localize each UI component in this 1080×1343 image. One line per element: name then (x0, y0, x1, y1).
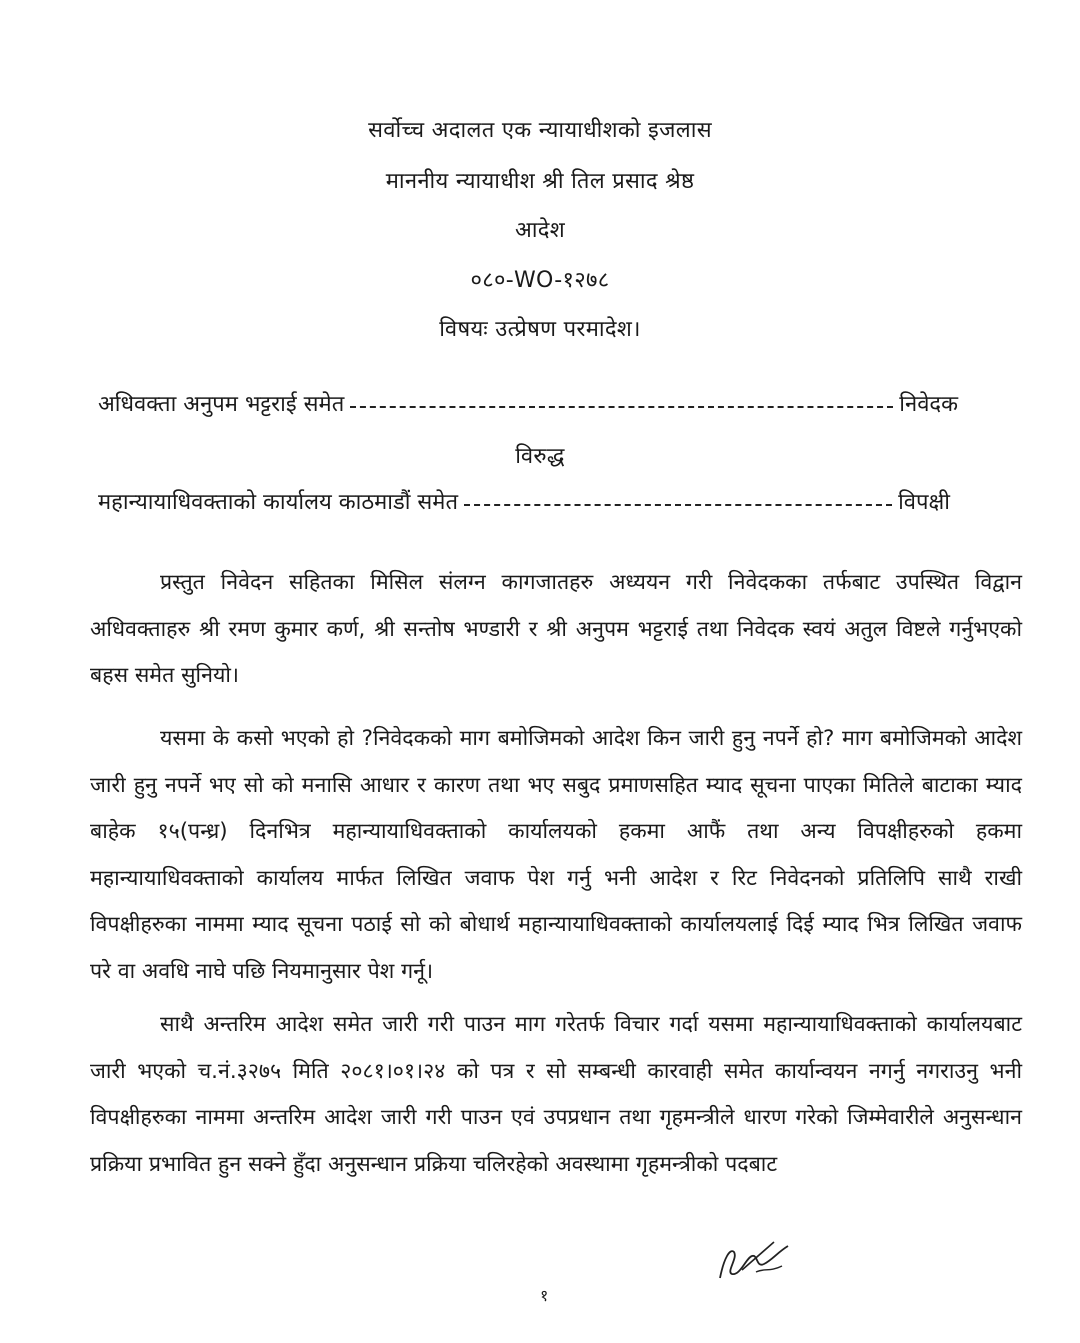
case-number: ०८०-WO-१२७८ (470, 268, 610, 293)
signature-mark (712, 1228, 792, 1288)
order-title: आदेश (514, 218, 566, 243)
body-paragraph-1: प्रस्तुत निवेदन सहितका मिसिल संलग्न कागजातहरु अध्ययन गरी निवेदकका तर्फबाट उपस्थित विद्वान अधिवक्ताहरु श्री रमण कुमार कर्ण, श्री सन्तोष भण्डारी र श्री अनुपम भट्टराई तथा निवेदक स्वयं अतुल विष्टले गर्नुभएको बहस समेत सुनियो। (90, 570, 1022, 688)
respondent-line (98, 486, 950, 516)
respondent-name: महान्यायाधिवक्ताको कार्यालय काठमाडौं समेत (98, 490, 459, 515)
body-paragraph-3: साथै अन्तरिम आदेश समेत जारी गरी पाउन माग गरेतर्फ विचार गर्दा यसमा महान्यायाधिवक्ताको कार्यालयबाट जारी भएको च.नं.३२७५ मिति २०८१।०१।२४ को पत्र र सो सम्बन्धी कारवाही समेत कार्यान्वयन नगर्नु नगराउनु भनी विपक्षीहरुका नाममा अन्तरिम आदेश जारी गरी पाउन एवं उपप्रधान तथा गृहमन्त्रीले धारण गरेको जिम्मेवारीले अनुसन्धान प्रक्रिया प्रभावित हुन सक्ने हुँदा अनुसन्धान प्रक्रिया चलिरहेको अवस्थामा गृहमन्त्रीको पदबाट (90, 1012, 1022, 1177)
petitioner-line (98, 388, 958, 418)
dashed-leader (464, 504, 892, 506)
court-heading: सर्वोच्च अदालत एक न्यायाधीशको इजलास (368, 118, 712, 143)
subject-line: विषयः उत्प्रेषण परमादेश। (439, 317, 641, 342)
versus-label: विरुद्ध (515, 444, 565, 469)
petitioner-role: निवेदक (899, 392, 958, 417)
petitioner-name: अधिवक्ता अनुपम भट्टराई समेत (98, 392, 345, 417)
dashed-leader (350, 406, 893, 408)
respondent-role: विपक्षी (898, 490, 950, 515)
page-number: १ (540, 1286, 549, 1305)
body-paragraph-2: यसमा के कसो भएको हो ?निवेदकको माग बमोजिमको आदेश किन जारी हुनु नपर्ने हो? माग बमोजिमको आदेश जारी हुनु नपर्ने भए सो को मनासि आधार र कारण तथा भए सबुद प्रमाणसहित म्याद सूचना पाएका मितिले बाटाका म्याद बाहेक १५(पन्ध्र) दिनभित्र महान्यायाधिवक्ताको कार्यालयको हकमा आफैं तथा अन्य विपक्षीहरुको हकमा महान्यायाधिवक्ताको कार्यालय मार्फत लिखित जवाफ पेश गर्नु भनी आदेश र रिट निवेदनको प्रतिलिपि साथै राखी विपक्षीहरुका नाममा म्याद सूचना पठाई सो को बोधार्थ महान्यायाधिवक्ताको कार्यालयलाई दिई म्याद भित्र लिखित जवाफ परे वा अवधि नाघे पछि नियमानुसार पेश गर्नू। (90, 726, 1022, 984)
judge-name: माननीय न्यायाधीश श्री तिल प्रसाद श्रेष्ठ (385, 169, 695, 194)
